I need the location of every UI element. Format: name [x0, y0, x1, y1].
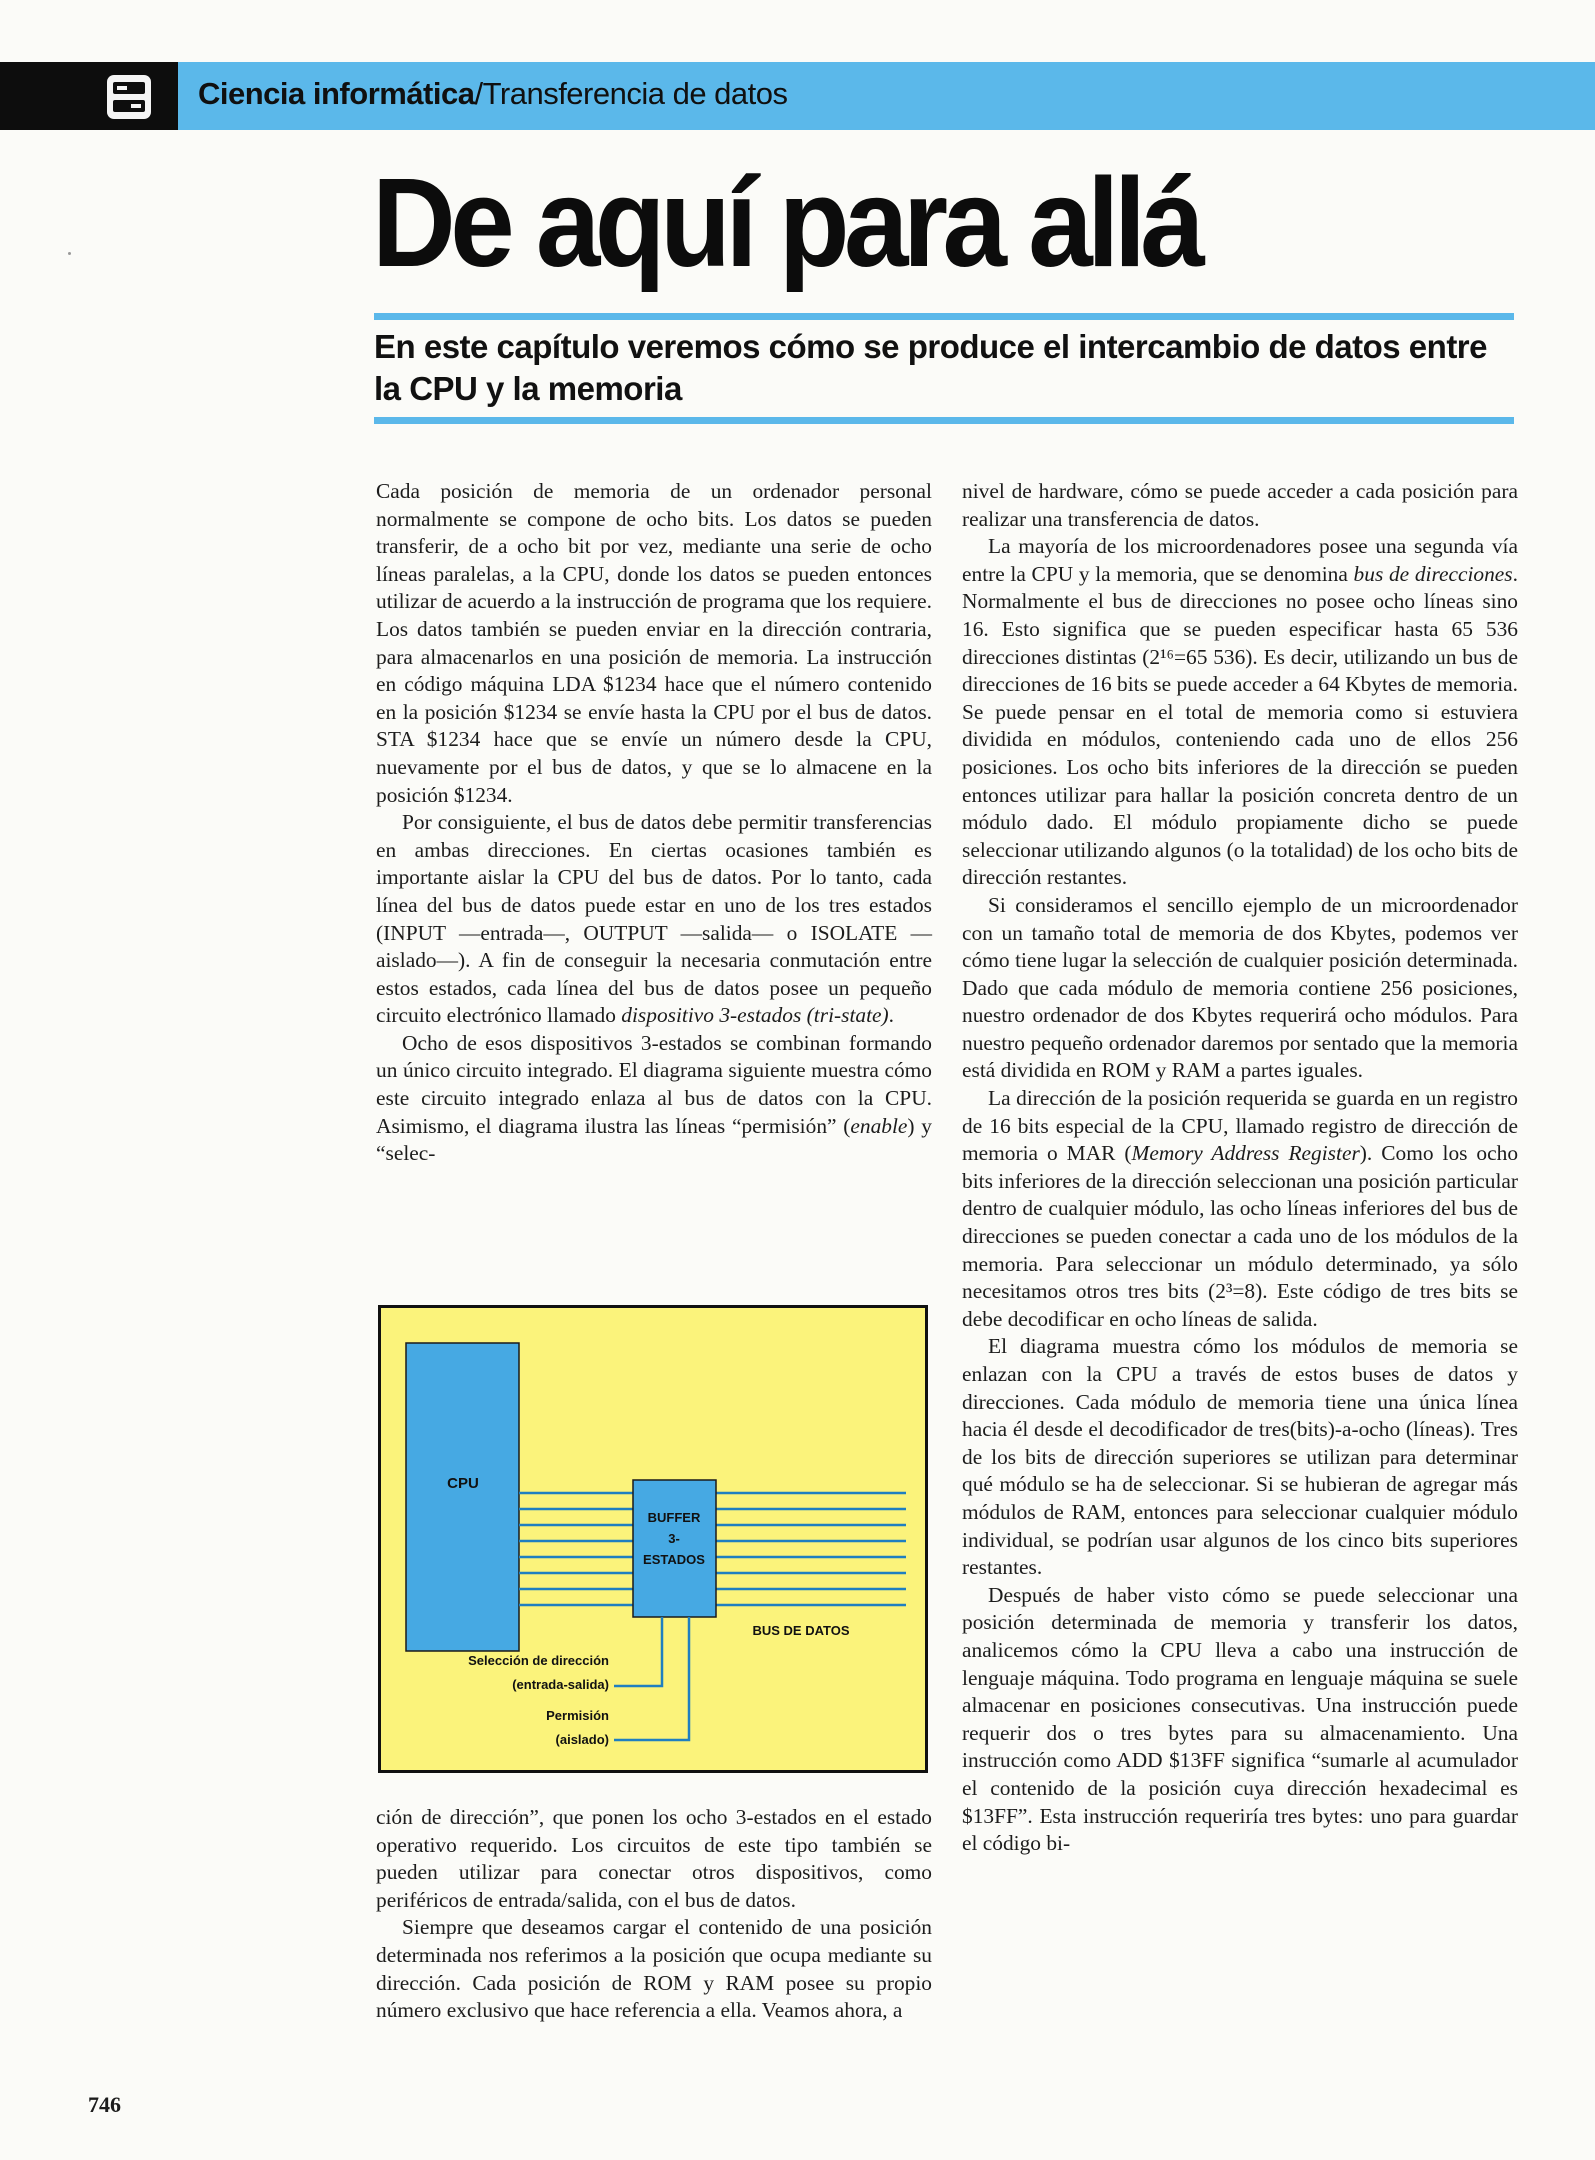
enable-line-label: Permisión — [546, 1708, 609, 1723]
select-line-label: (entrada-salida) — [512, 1677, 609, 1692]
column-1-bottom — [376, 1804, 932, 2025]
enable-line-label: (aislado) — [555, 1732, 609, 1747]
paragraph: Después de haber visto cómo se puede seleccionar una posición determinada de memoria y transferir los datos, analicemos cómo la CPU lleva a cabo una instrucción de lenguaje máquina. Todo programa en lenguaje máquina se suele almacenar en posiciones consecutivas. Una instrucción puede requerir dos o tres bytes para su almacenamiento. Una instrucción como ADD $13FF significa “sumarle al acumulador el contenido de la posición cuya dirección hexadecimal es $13FF”. Esta instrucción requeriría tres bytes: uno para guardar el código bi- — [962, 1582, 1518, 1856]
computer-icon — [104, 72, 154, 122]
paragraph: El diagrama muestra cómo los módulos de memoria se enlazan con la CPU a través de estos buses de datos y direcciones. Cada módulo de memoria tiene una única línea hacia él desde el decodificador de tres(bits)-a-ocho (líneas). Tres de los bits de dirección superiores se utilizan para determinar qué módulo se ha de seleccionar. Si se hubieran de agregar más módulos de RAM, entonces para seleccionar cualquier módulo individual, se podrían usar algunos de los cinco bits superiores restantes. — [962, 1334, 1518, 1580]
buffer-label: BUFFER — [647, 1510, 701, 1525]
paragraph: Ocho de esos dispositivos 3-estados se combinan formando un único circuito integrado. El diagrama siguiente muestra cómo este circuito integrado enlaza al bus de datos con la CPU. Asimismo, el diagrama ilustra las líneas “permisión” (enable) y “selec- — [376, 1030, 932, 1166]
subtitle-rule-bottom — [374, 417, 1514, 424]
buffer-block — [633, 1480, 716, 1617]
paragraph: nivel de hardware, cómo se puede acceder a cada posición para realizar una transferencia de datos. — [962, 479, 1518, 531]
subtitle-rule-top — [374, 313, 1514, 320]
tri-state-buffer-diagram — [378, 1305, 928, 1773]
column-1-top — [376, 478, 932, 1168]
section-name: Ciencia informática — [198, 76, 475, 111]
paragraph: La dirección de la posición requerida se guarda en un registro de 16 bits especial de la CPU, llamado registro de dirección de memoria o MAR (Memory Address Register). Como los ocho bits inferiores de la dirección seleccionan una posición particular dentro de cualquier módulo, las ocho líneas inferiores del bus de direcciones se pueden conectar a cada uno de los módulos de la memoria. Para seleccionar un módulo determinado, ya sólo necesitamos otros tres bits (2³=8). Este código de tres bits se debe decodificar en ocho líneas de salida. — [962, 1086, 1519, 1331]
paragraph: Si consideramos el sencillo ejemplo de un microordenador con un tamaño total de memoria de dos Kbytes, podemos ver cómo tiene lugar la selección de cualquier posición determinada. Dado que cada módulo de memoria contiene 256 posiciones, nuestro ordenador de dos Kbytes requerirá ocho módulos. Para nuestro pequeño ordenador daremos por sentado que la memoria está dividida en ROM y RAM a partes iguales. — [962, 892, 1518, 1083]
buffer-label: ESTADOS — [643, 1552, 705, 1567]
margin-dot — [68, 252, 71, 255]
paragraph: La mayoría de los microordenadores posee una segunda vía entre la CPU y la memoria, que se denomina bus de direcciones. Normalmente el bus de direcciones no posee ocho líneas sino 16. Esto significa que se pueden especificar hasta 65 536 direcciones distintas (2¹⁶=65 536). Es decir, utilizando un bus de direcciones de 16 bits se puede acceder a 64 Kbytes de memoria. Se puede pensar en el total de memoria como si estuviera dividida en módulos, conteniendo cada uno de ellos 256 posiciones. Los ocho bits inferiores de la dirección se pueden entonces utilizar para hallar la posición concreta dentro de un módulo dado. El módulo propiamente dicho se puede seleccionar utilizando algunos (o la totalidad) de los ocho bits de dirección restantes. — [962, 534, 1518, 890]
page-title: De aquí para allá — [372, 152, 1200, 293]
paragraph: Por consiguiente, el bus de datos debe permitir transferencias en ambas direcciones. En ciertas ocasiones también es importante aislar la CPU del bus de datos. Por lo tanto, cada línea del bus de datos puede estar en uno de los tres estados (INPUT —entrada—, OUTPUT —salida— o ISOLATE —aislado—). A fin de conseguir la necesaria conmutación entre estos estados, cada línea del bus de datos posee un pequeño circuito electrónico llamado dispositivo 3-estados (tri-state). — [376, 810, 932, 1028]
column-2 — [962, 478, 1518, 1858]
select-line-label: Selección de dirección — [468, 1653, 609, 1668]
buffer-label: 3- — [668, 1531, 680, 1546]
paragraph: Siempre que deseamos cargar el contenido de una posición determinada nos referimos a la posición que ocupa mediante su dirección. Cada posición de ROM y RAM posee su propio número exclusivo que hace referencia a ella. Veamos ahora, a — [376, 1915, 932, 2023]
section-topic: /Transferencia de datos — [474, 76, 788, 111]
control-lines — [614, 1617, 689, 1740]
paragraph: ción de dirección”, que ponen los ocho 3-estados en el estado operativo requerido. Los circuitos de este tipo también se pueden utilizar para conectar otros dispositivos, como periféricos de entrada/salida, con el bus de datos. — [376, 1805, 932, 1912]
bus-label: BUS DE DATOS — [752, 1623, 850, 1638]
section-breadcrumb — [198, 76, 788, 112]
page-number: 746 — [88, 2092, 121, 2117]
cpu-label: CPU — [447, 1475, 479, 1492]
subtitle: En este capítulo veremos cómo se produce el intercambio de datos entre la CPU y la memoria — [374, 328, 1488, 407]
cpu-block — [406, 1343, 519, 1651]
paragraph: Cada posición de memoria de un ordenador personal normalmente se compone de ocho bits. Los datos se pueden transferir, de a ocho bit por vez, mediante una serie de ocho líneas paralelas, a la CPU, donde los datos se pueden entonces utilizar de acuerdo a la instrucción de programa que los requiere. Los datos también se pueden enviar en la dirección contraria, para almacenarlos en una posición de memoria. La instrucción en código máquina LDA $1234 hace que el número contenido en la posición $1234 se envíe hasta la CPU por el bus de datos. STA $1234 hace que se envíe un número desde la CPU, nuevamente por el bus de datos, y que se lo almacene en la posición $1234. — [376, 479, 932, 807]
